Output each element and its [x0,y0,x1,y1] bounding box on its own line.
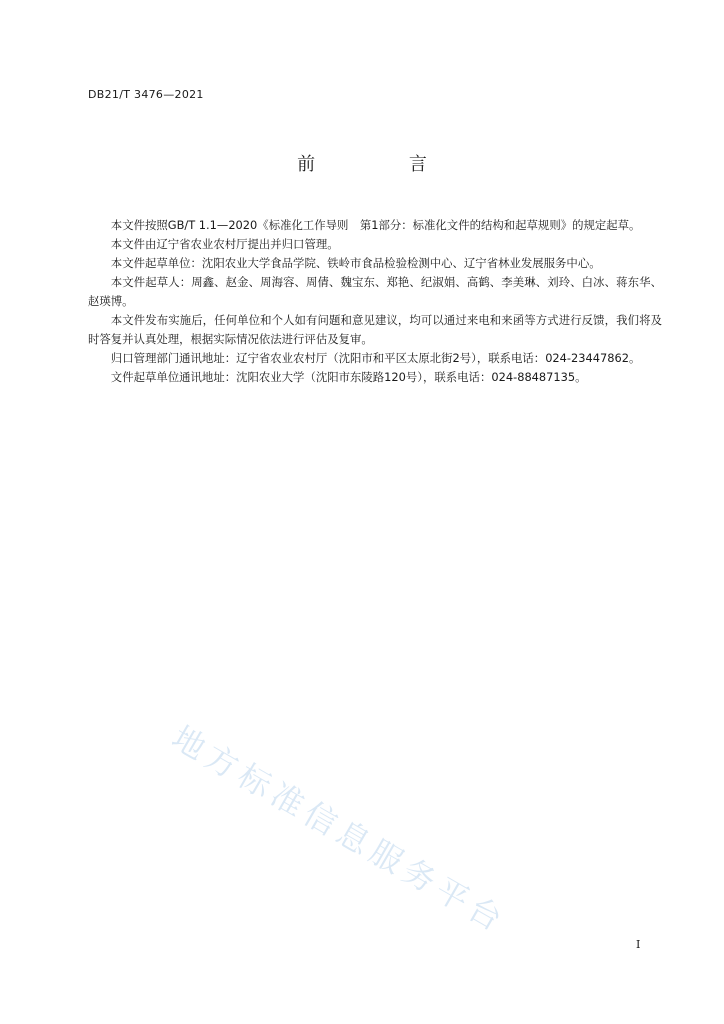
paragraph-proposer: 本文件由辽宁省农业农村厅提出并归口管理。 [110,237,339,251]
watermark: 地方标准信息服务平台 [165,718,514,942]
paragraph-drafter-address: 文件起草单位通讯地址：沈阳农业大学（沈阳市东陵路120号），联系电话：024-88487135。 [110,370,587,384]
page-title: 前 言 [297,154,471,175]
paragraph-drafting-units: 本文件起草单位：沈阳农业大学食品学院、铁岭市食品检验检测中心、辽宁省林业发展服务中心。 [110,256,601,270]
document-code: DB21/T 3476—2021 [88,88,204,101]
foreword-body [88,216,662,387]
paragraph-management-address: 归口管理部门通讯地址：辽宁省农业农村厅（沈阳市和平区太原北街2号），联系电话：024-23447862。 [110,351,641,365]
paragraph-feedback: 本文件发布实施后，任何单位和个人如有问题和意见建议，均可以通过来电和来函等方式进行反馈，我们将及时答复并认真处理，根据实际情况依法进行评估及复审。 [88,313,662,346]
paragraph-drafting-basis: 本文件按照GB/T 1.1—2020《标准化工作导则 第1部分：标准化文件的结构和起草规则》的规定起草。 [110,218,641,232]
paragraph-drafters: 本文件起草人：周鑫、赵金、周海容、周倩、魏宝东、郑艳、纪淑娟、高鹤、李美琳、刘玲、白冰、蒋东华、赵瑛博。 [88,275,662,308]
page-number: I [636,938,641,951]
